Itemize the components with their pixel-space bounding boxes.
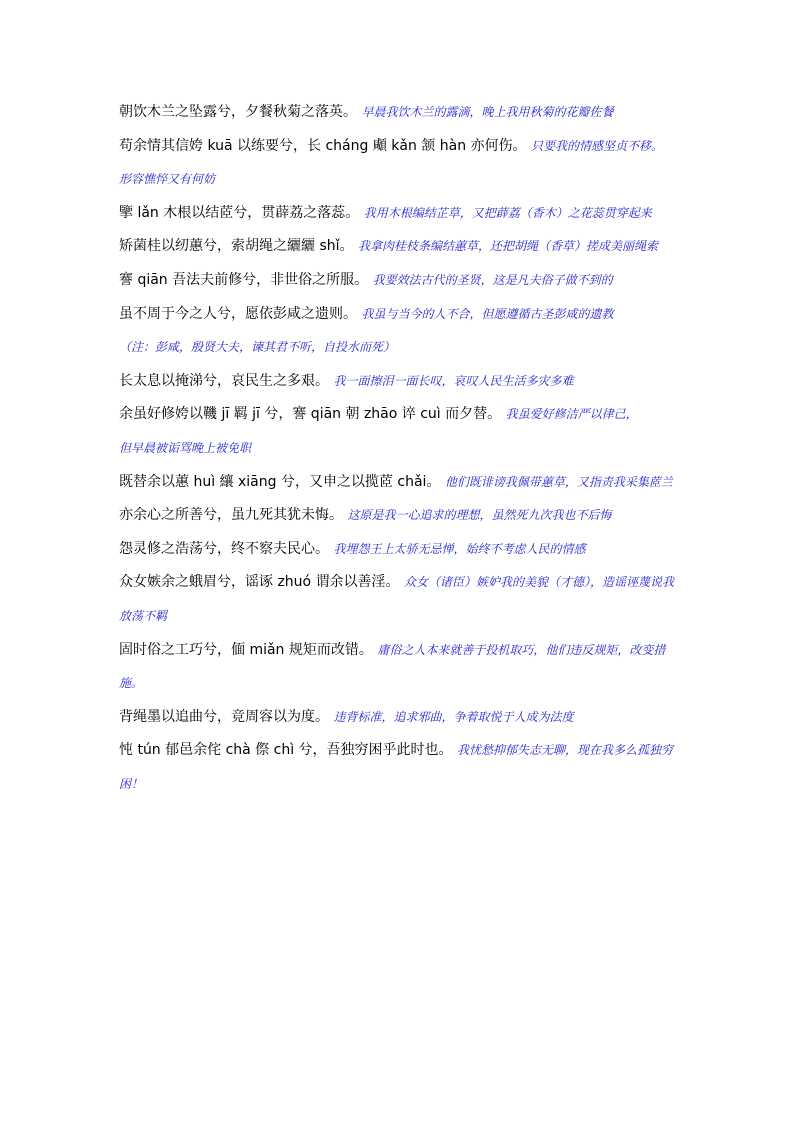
translation-continuation: 形容憔悴又有何妨 xyxy=(119,172,216,187)
paragraph xyxy=(119,230,679,264)
translation-text: 我埋怨王上太骄无忌惮，始终不考虑人民的情感 xyxy=(333,541,586,556)
translation-text: 庸俗之人本来就善于投机取巧，他们违反规矩，改变措施。 xyxy=(119,642,666,691)
original-text: 既替余以蕙 huì 纕 xiāng 兮，又申之以揽茝 chǎi。 xyxy=(119,473,441,490)
translation-text: 众女（诸臣）嫉妒我的美貌（才德），造谣诬蔑说我放荡不羁 xyxy=(119,575,675,623)
paragraph xyxy=(119,566,679,633)
paragraph xyxy=(119,130,679,164)
translation-text: 我忧愁抑郁失志无聊，现在我多么孤独穷困！ xyxy=(119,743,674,791)
original-text: 众女嫉余之蛾眉兮，谣诼 zhuó 谓余以善淫。 xyxy=(119,574,400,591)
translation-text: 我要效法古代的圣贤，这是凡夫俗子做不到的 xyxy=(372,272,613,287)
translation-text: 违背标准，追求邪曲，争着取悦于人成为法度 xyxy=(333,709,574,724)
translation-text: 我虽爱好修洁严以律己， xyxy=(505,407,638,422)
original-text: 擥 lǎn 木根以结茝兮，贯薜荔之落蕊。 xyxy=(119,204,360,221)
translation-text: 我拿肉桂枝条编结蕙草，还把胡绳（香草）搓成美丽绳索 xyxy=(357,239,658,254)
original-text: 背绳墨以追曲兮，竞周容以为度。 xyxy=(119,708,329,725)
paragraph xyxy=(119,96,679,130)
paragraph xyxy=(119,264,679,298)
translation-text: 早晨我饮木兰的露滴，晚上我用秋菊的花瓣佐餐 xyxy=(361,105,614,119)
original-text: 余虽好修姱以鞿 jī 羁 jī 兮，謇 qiān 朝 zhāo 谇 cuì 而夕替。 xyxy=(119,406,502,423)
document-page xyxy=(119,96,679,801)
paragraph xyxy=(119,634,679,701)
annotation-note: （注：彭咸，殷贤大夫，谏其君不听，自投水而死） xyxy=(119,340,396,355)
original-text: 謇 qiān 吾法夫前修兮，非世俗之所服。 xyxy=(119,271,369,288)
original-text: 忳 tún 郁邑余侘 chà 傺 chì 兮，吾独穷困乎此时也。 xyxy=(119,742,453,759)
original-text: 固时俗之工巧兮，偭 miǎn 规矩而改错。 xyxy=(119,641,373,658)
original-text: 苟余情其信姱 kuā 以练要兮，长 cháng 顑 kǎn 颔 hàn 亦何伤。 xyxy=(119,137,527,154)
translation-text: 我一面擦泪一面长叹，哀叹人民生活多灾多难 xyxy=(333,373,574,388)
original-text: 亦余心之所善兮，虽九死其犹未悔。 xyxy=(119,507,343,524)
original-text: 朝饮木兰之坠露兮，夕餐秋菊之落英。 xyxy=(119,104,357,120)
translation-text: 我用木根编结芷草，又把薜荔（香木）之花蕊贯穿起来 xyxy=(363,205,652,220)
translation-text: 只要我的情感坚贞不移。 xyxy=(530,138,663,153)
translation-text: 他们既诽谤我佩带蕙草，又指责我采集茝兰 xyxy=(444,474,673,489)
paragraph xyxy=(119,466,679,500)
translation-text: 这原是我一心追求的理想，虽然死九次我也不后悔 xyxy=(347,508,612,523)
paragraph xyxy=(119,701,679,735)
translation-text: 我虽与当今的人不合，但愿遵循古圣彭咸的遗教 xyxy=(361,306,614,321)
original-text: 怨灵修之浩荡兮，终不察夫民心。 xyxy=(119,540,329,557)
paragraph xyxy=(119,499,679,533)
paragraph xyxy=(119,197,679,231)
paragraph xyxy=(119,365,679,399)
paragraph xyxy=(119,398,679,432)
translation-continuation: 但早晨被诟骂晚上被免职 xyxy=(119,440,252,455)
paragraph xyxy=(119,533,679,567)
original-text: 矫菌桂以纫蕙兮，索胡绳之纚纚 shǐ。 xyxy=(119,238,354,255)
original-text: 长太息以掩涕兮，哀民生之多艰。 xyxy=(119,372,329,389)
paragraph xyxy=(119,734,679,801)
original-text: 虽不周于今之人兮，愿依彭咸之遗则。 xyxy=(119,305,357,322)
paragraph xyxy=(119,298,679,332)
